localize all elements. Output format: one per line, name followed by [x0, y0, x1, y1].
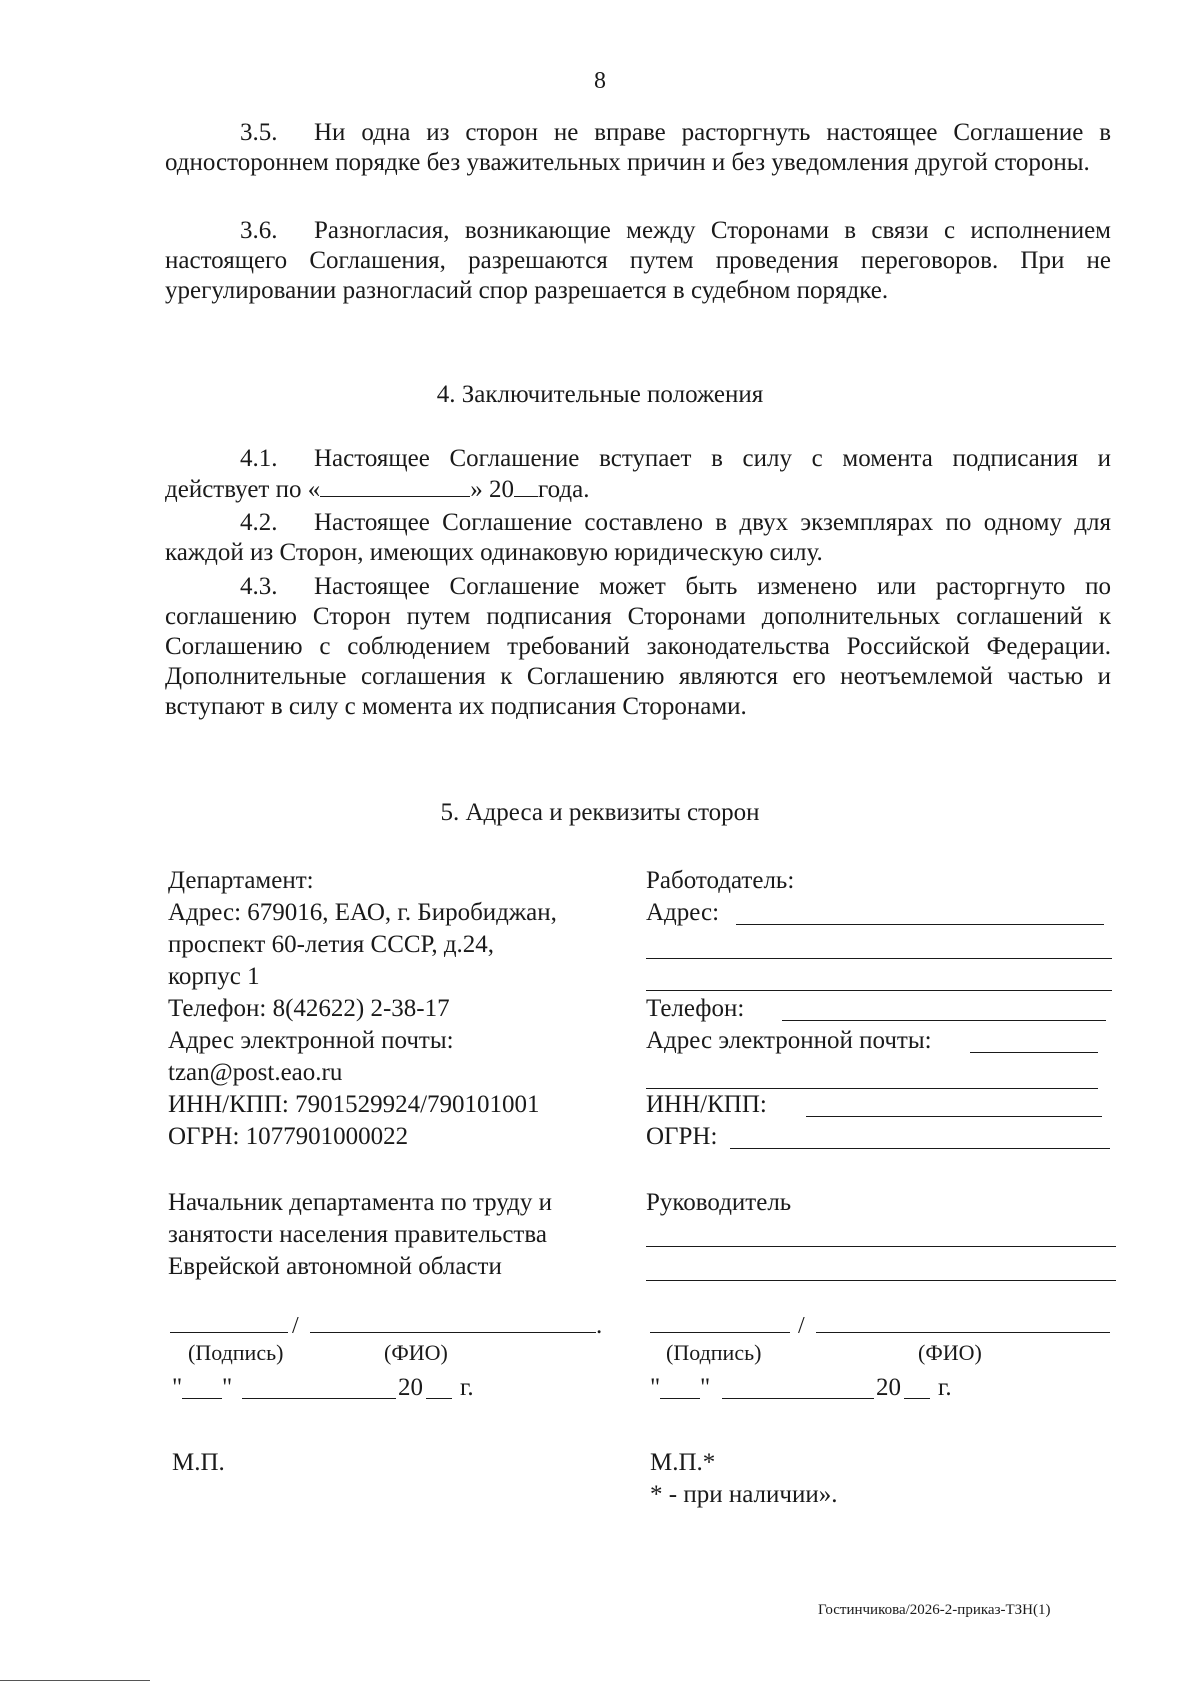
employer-ogrn-line [730, 1148, 1110, 1149]
employer-heading: Работодатель: [646, 867, 795, 894]
department-date-day-line [182, 1398, 222, 1399]
employer-stamp: М.П.* [650, 1449, 716, 1476]
department-date-year-line [426, 1398, 452, 1399]
employer-date-year-line [904, 1398, 930, 1399]
employer-signer-line-2 [646, 1280, 1116, 1281]
employer-email-label: Адрес электронной почты: [646, 1027, 932, 1054]
paragraph-text: Настоящее Соглашение может быть изменено или расторгнуто по соглашению Сторон путем подписания Сторонами дополнительных соглашений к Соглашению с соблюдением требований законодательства Российской Федерации. Дополнительные соглашения к Соглашению являются его неотъемлемой частью и вступают в силу с момента их подписания Сторонами. [165, 573, 1111, 720]
paragraph-number: 3.6. [240, 217, 278, 244]
employer-fio-line [816, 1332, 1110, 1333]
employer-email-line-2 [646, 1088, 1098, 1089]
paragraph-number: 4.2. [240, 509, 278, 536]
date-blank [320, 474, 470, 497]
department-signer-line-3: Еврейской автономной области [168, 1253, 502, 1280]
employer-phone-line [782, 1020, 1106, 1021]
employer-address-line-3 [646, 990, 1112, 991]
employer-fio-caption: (ФИО) [918, 1340, 982, 1365]
paragraph-text-year: » 20 [470, 476, 514, 503]
paragraph-text-end: года. [538, 476, 590, 503]
employer-date-day-line [660, 1398, 700, 1399]
employer-date-g: г. [938, 1374, 952, 1401]
employer-address-line-1 [736, 924, 1104, 925]
section-5-title: 5. Адреса и реквизиты сторон [440, 799, 760, 826]
department-signature-line [170, 1332, 288, 1333]
employer-signer: Руководитель [646, 1189, 792, 1216]
department-stamp: М.П. [172, 1449, 225, 1476]
department-date-month-line [242, 1398, 396, 1399]
department-address-line-3: корпус 1 [168, 963, 260, 990]
employer-date-month-line [722, 1398, 874, 1399]
department-phone: Телефон: 8(42622) 2-38-17 [168, 995, 450, 1022]
paragraph-number: 3.5. [240, 119, 278, 146]
section-4-title: 4. Заключительные положения [436, 381, 764, 408]
department-address-line-2: проспект 60-летия СССР, д.24, [168, 931, 495, 958]
department-date-g: г. [460, 1374, 474, 1401]
department-ogrn: ОГРН: 1077901000022 [168, 1123, 409, 1150]
paragraph-number: 4.3. [240, 573, 278, 600]
paragraph-4-3 [165, 572, 1111, 722]
paragraph-text: Настоящее Соглашение вступает в силу с момента подписания и действует по « [165, 445, 1111, 503]
employer-email-line-1 [970, 1052, 1098, 1053]
paragraph-text: Настоящее Соглашение составлено в двух экземплярах по одному для каждой из Сторон, имеющих одинаковую юридическую силу. [165, 509, 1111, 566]
employer-ogrn-label: ОГРН: [646, 1123, 718, 1150]
department-email-label: Адрес электронной почты: [168, 1027, 454, 1054]
paragraph-number: 4.1. [240, 445, 278, 472]
department-signature-caption: (Подпись) [188, 1340, 284, 1365]
employer-address-line-2 [646, 958, 1112, 959]
department-date-year: 20 [398, 1374, 423, 1401]
employer-date-quote-open: " [650, 1374, 661, 1401]
paragraph-3-5 [165, 118, 1111, 178]
employer-address-label: Адрес: [646, 899, 720, 926]
employer-phone-label: Телефон: [646, 995, 745, 1022]
page-number: 8 [594, 68, 606, 94]
department-signer-line-2: занятости населения правительства [168, 1221, 547, 1248]
department-date-quote-close: " [222, 1374, 233, 1401]
department-heading: Департамент: [168, 867, 314, 894]
signature-dot: . [596, 1312, 603, 1339]
department-inn: ИНН/КПП: 7901529924/790101001 [168, 1091, 540, 1118]
signature-separator: / [798, 1313, 805, 1339]
department-address-line-1: Адрес: 679016, ЕАО, г. Биробиджан, [168, 899, 557, 926]
year-blank [514, 474, 538, 497]
employer-date-quote-close: " [700, 1374, 711, 1401]
department-email: tzan@post.eao.ru [168, 1059, 343, 1086]
employer-inn-line [806, 1116, 1102, 1117]
employer-signature-caption: (Подпись) [666, 1340, 762, 1365]
document-footer-code: Гостинчикова/2026-2-приказ-ТЗН(1) [818, 1602, 1051, 1618]
signature-separator: / [292, 1313, 299, 1339]
employer-signer-line-1 [646, 1246, 1116, 1247]
paragraph-4-1 [165, 444, 1111, 505]
department-date-quote-open: " [172, 1374, 183, 1401]
employer-inn-label: ИНН/КПП: [646, 1091, 767, 1118]
page-edge-rule [0, 1680, 150, 1681]
department-fio-caption: (ФИО) [384, 1340, 448, 1365]
paragraph-text: Ни одна из сторон не вправе расторгнуть настоящее Соглашение в одностороннем порядке без уважительных причин и без уведомления другой стороны. [165, 119, 1111, 176]
employer-stamp-note: * - при наличии». [650, 1481, 838, 1508]
paragraph-text: Разногласия, возникающие между Сторонами в связи с исполнением настоящего Соглашения, разрешаются путем проведения переговоров. При не урегулировании разногласий спор разрешается в судебном порядке. [165, 217, 1111, 304]
employer-signature-line [650, 1332, 790, 1333]
paragraph-4-2 [165, 508, 1111, 568]
department-fio-line [310, 1332, 596, 1333]
paragraph-3-6 [165, 216, 1111, 306]
employer-date-year: 20 [876, 1374, 901, 1401]
department-signer-line-1: Начальник департамента по труду и [168, 1189, 553, 1216]
